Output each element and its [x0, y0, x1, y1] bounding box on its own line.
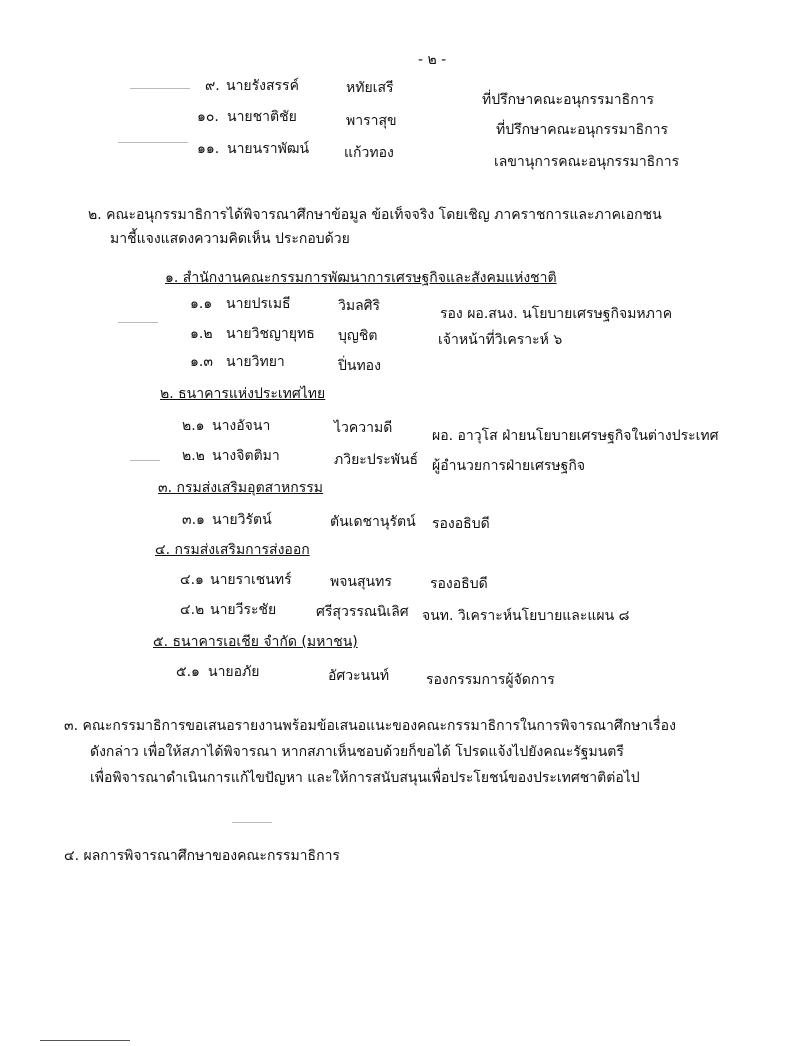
- person-no: ๑.๓: [190, 354, 213, 370]
- person-name: นายปรเมธี: [226, 296, 291, 312]
- org1-title: ๑. สำนักงานคณะกรรมการพัฒนาการเศรษฐกิจและสังคมแห่งชาติ: [165, 270, 557, 286]
- person-no: ๒.๒: [182, 448, 205, 464]
- section4-line1: ๔. ผลการพิจารณาศึกษาของคณะกรรมาธิการ: [64, 848, 340, 864]
- advisor-role: เลขานุการคณะอนุกรรมาธิการ: [494, 154, 680, 170]
- advisor-no: ๑๑.: [197, 141, 220, 157]
- advisor-surname: พาราสุข: [346, 113, 397, 129]
- person-surname: อัศวะนนท์: [328, 668, 390, 684]
- person-no: ๒.๑: [182, 418, 205, 434]
- person-no: ๕.๑: [176, 664, 200, 680]
- scan-speck: [232, 822, 272, 823]
- section3-line1: ๓. คณะกรรมาธิการขอเสนอรายงานพร้อมข้อเสนอแนะของคณะกรรมาธิการในการพิจารณาศึกษาเรื่อง: [64, 718, 676, 734]
- person-name: นายวิรัตน์: [212, 512, 272, 528]
- person-role: จนท. วิเคราะห์นโยบายและแผน ๘: [422, 608, 630, 624]
- section3-line2: ดังกล่าว เพื่อให้สภาได้พิจารณา หากสภาเห็นชอบด้วยก็ขอได้ โปรดแจ้งไปยังคณะรัฐมนตรี: [90, 744, 624, 760]
- person-no: ๓.๑: [182, 512, 205, 528]
- person-surname: บุญชิต: [338, 328, 378, 344]
- person-no: ๔.๑: [180, 572, 204, 588]
- person-surname: ไวความดี: [334, 420, 393, 436]
- advisor-role: ที่ปรึกษาคณะอนุกรรมาธิการ: [482, 92, 655, 108]
- person-role: รองอธิบดี: [430, 576, 488, 592]
- person-name: นายราเชนทร์: [210, 572, 292, 588]
- advisor-surname: หทัยเสรี: [346, 80, 394, 96]
- person-role: รองอธิบดี: [432, 516, 490, 532]
- person-surname: ศรีสุวรรณนิเลิศ: [316, 604, 409, 620]
- person-role: รองกรรมการผู้จัดการ: [426, 672, 555, 688]
- page-number: - ๒ -: [418, 52, 447, 68]
- person-no: ๑.๑: [190, 296, 213, 312]
- advisor-name: นายรังสรรค์: [226, 78, 299, 94]
- section2-line1: ๒. คณะอนุกรรมาธิการได้พิจารณาศึกษาข้อมูล ข้อเท็จจริง โดยเชิญ ภาคราชการและภาคเอกชน: [88, 207, 662, 223]
- person-surname: ปิ่นทอง: [338, 358, 381, 374]
- person-no: ๔.๒: [180, 602, 205, 618]
- person-name: นายวิทยา: [226, 354, 285, 370]
- person-surname: ตันเดชานุรัตน์: [330, 514, 416, 530]
- scan-speck: [118, 142, 188, 143]
- person-name: นางอัจนา: [212, 418, 271, 434]
- org2-title: ๒. ธนาคารแห่งประเทศไทย: [160, 386, 326, 402]
- person-name: นายวีระชัย: [210, 602, 277, 618]
- org5-title: ๕. ธนาคารเอเชีย จำกัด (มหาชน): [153, 634, 358, 650]
- advisor-surname: แก้วทอง: [344, 145, 394, 161]
- advisor-no: ๙.: [205, 78, 220, 94]
- person-surname: วิมลศิริ: [338, 298, 381, 314]
- person-role: เจ้าหน้าที่วิเคราะห์ ๖: [438, 332, 563, 348]
- advisor-name: นายชาติชัย: [227, 109, 297, 125]
- person-role: ผู้อำนวยการฝ่ายเศรษฐกิจ: [432, 458, 586, 474]
- person-no: ๑.๒: [190, 326, 213, 342]
- person-name: นางจิตติมา: [212, 448, 280, 464]
- org4-title: ๔. กรมส่งเสริมการส่งออก: [155, 542, 310, 558]
- person-role: รอง ผอ.สนง. นโยบายเศรษฐกิจมหภาค: [440, 306, 673, 322]
- scan-speck: [118, 322, 158, 323]
- advisor-name: นายนราพัฒน์: [227, 141, 310, 157]
- scan-speck: [130, 460, 160, 461]
- person-name: นายวิชญายุทธ: [226, 326, 315, 342]
- org3-title: ๓. กรมส่งเสริมอุตสาหกรรม: [158, 480, 324, 496]
- section3-line3: เพื่อพิจารณาดำเนินการแก้ไขปัญหา และให้การสนับสนุนเพื่อประโยชน์ของประเทศชาติต่อไป: [90, 770, 640, 786]
- person-surname: พจนสุนทร: [330, 574, 392, 590]
- advisor-role: ที่ปรึกษาคณะอนุกรรมาธิการ: [496, 122, 669, 138]
- person-name: นายอภัย: [208, 664, 260, 680]
- person-role: ผอ. อาวุโส ฝ่ายนโยบายเศรษฐกิจในต่างประเทศ: [432, 428, 719, 444]
- scan-speck: [130, 88, 190, 89]
- advisor-no: ๑๐.: [197, 109, 219, 125]
- person-surname: ภวิยะประพันธ์: [334, 452, 419, 468]
- page-bottom-rule: [40, 1040, 130, 1041]
- section2-line2: มาชี้แจงแสดงความคิดเห็น ประกอบด้วย: [110, 231, 350, 247]
